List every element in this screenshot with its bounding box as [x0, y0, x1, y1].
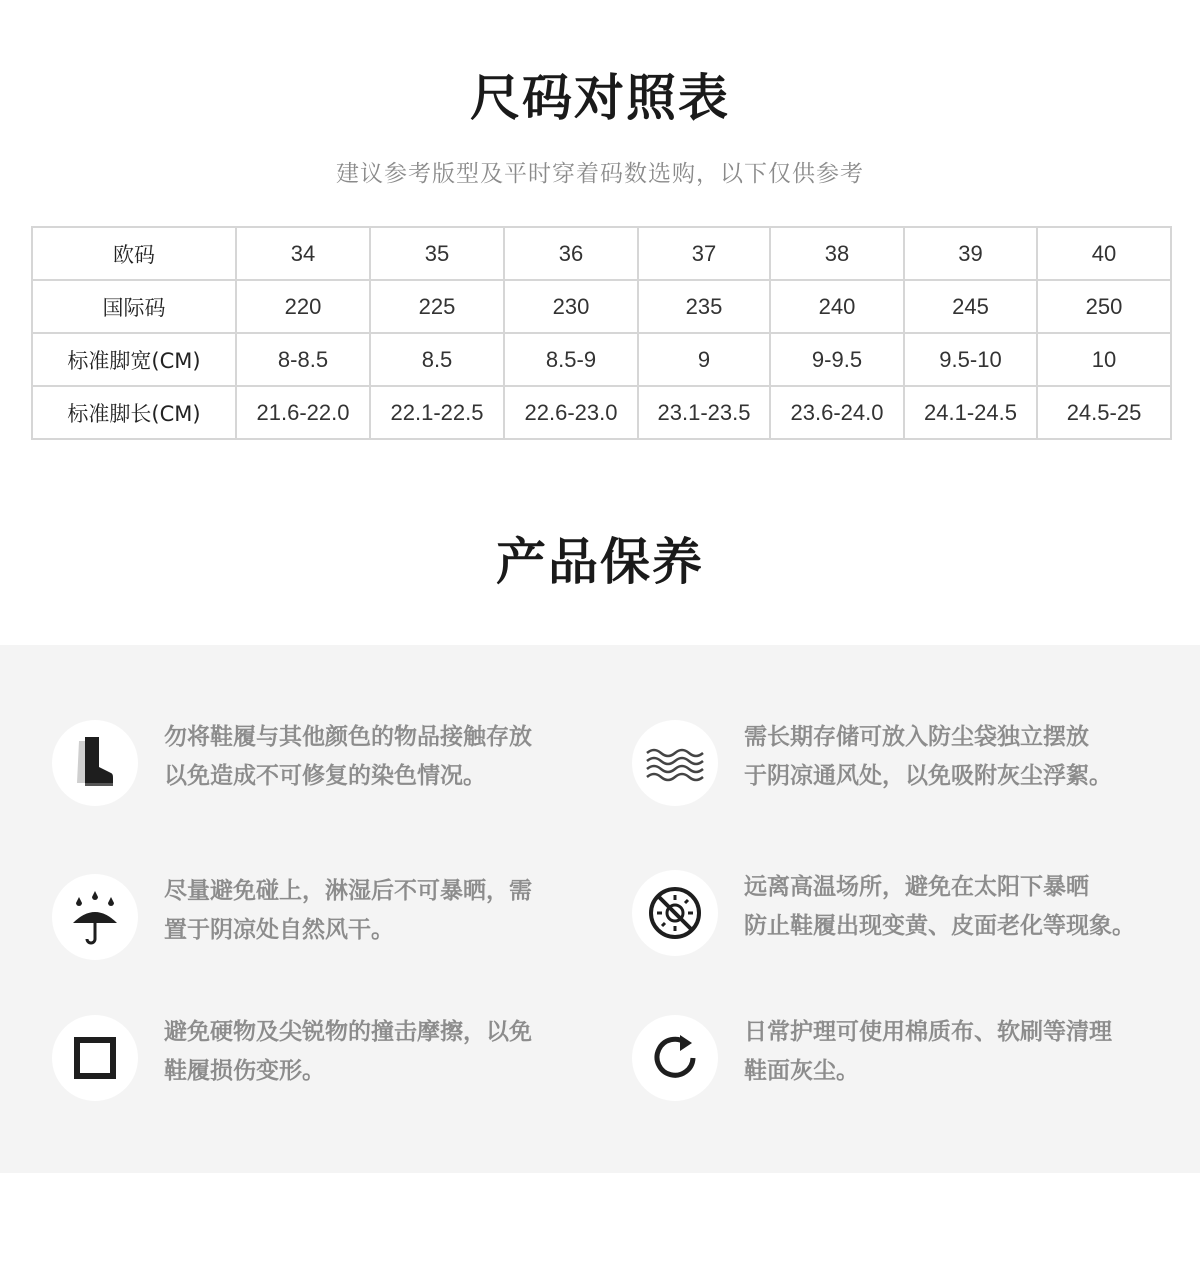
care-item [52, 874, 612, 974]
care-text [164, 872, 624, 950]
table-row-foot-length [32, 386, 1171, 439]
table-cell: 230 [504, 280, 638, 333]
care-text [744, 1013, 1200, 1091]
table-cell: 235 [638, 280, 770, 333]
table-cell: 24.1-24.5 [904, 386, 1037, 439]
care-line: 以免造成不可修复的染色情况。 [164, 763, 486, 789]
care-text [164, 718, 624, 796]
table-cell: 21.6-22.0 [236, 386, 370, 439]
table-cell: 23.1-23.5 [638, 386, 770, 439]
care-line: 鞋履损伤变形。 [164, 1058, 325, 1084]
boots-icon [52, 720, 138, 806]
table-row-foot-width [32, 333, 1171, 386]
table-cell: 245 [904, 280, 1037, 333]
care-line: 远离高温场所，避免在太阳下暴晒 [744, 874, 1089, 900]
table-cell: 220 [236, 280, 370, 333]
table-cell: 225 [370, 280, 504, 333]
care-line: 需长期存储可放入防尘袋独立摆放 [744, 724, 1089, 750]
care-item [52, 720, 612, 820]
care-item [632, 870, 1192, 970]
table-cell: 40 [1037, 227, 1171, 280]
waves-icon [632, 720, 718, 806]
row-label: 标准脚长(CM) [32, 386, 236, 439]
table-cell: 9 [638, 333, 770, 386]
row-label: 标准脚宽(CM) [32, 333, 236, 386]
care-item [632, 720, 1192, 820]
care-text [164, 1013, 624, 1091]
table-cell: 8-8.5 [236, 333, 370, 386]
table-cell: 39 [904, 227, 1037, 280]
care-line: 勿将鞋履与其他颜色的物品接触存放 [164, 724, 532, 750]
table-cell: 8.5-9 [504, 333, 638, 386]
care-text [744, 868, 1200, 946]
table-cell: 9.5-10 [904, 333, 1037, 386]
care-line: 日常护理可使用棉质布、软刷等清理 [744, 1019, 1112, 1045]
table-cell: 23.6-24.0 [770, 386, 904, 439]
row-label: 国际码 [32, 280, 236, 333]
care-item [632, 1015, 1192, 1115]
row-label: 欧码 [32, 227, 236, 280]
care-line: 避免硬物及尖锐物的撞击摩擦，以免 [164, 1019, 532, 1045]
table-cell: 36 [504, 227, 638, 280]
table-cell: 250 [1037, 280, 1171, 333]
refresh-icon [632, 1015, 718, 1101]
care-line: 防止鞋履出现变黄、皮面老化等现象。 [744, 913, 1135, 939]
table-cell: 24.5-25 [1037, 386, 1171, 439]
size-chart-subtitle: 建议参考版型及平时穿着码数选购，以下仅供参考 [336, 161, 864, 187]
table-cell: 38 [770, 227, 904, 280]
care-item [52, 1015, 612, 1115]
care-line: 置于阴凉处自然风干。 [164, 917, 394, 943]
table-cell: 35 [370, 227, 504, 280]
table-cell: 10 [1037, 333, 1171, 386]
table-cell: 240 [770, 280, 904, 333]
table-cell: 22.1-22.5 [370, 386, 504, 439]
care-line: 鞋面灰尘。 [744, 1058, 859, 1084]
care-line: 于阴凉通风处，以免吸附灰尘浮絮。 [744, 763, 1112, 789]
no-sun-icon [632, 870, 718, 956]
table-cell: 34 [236, 227, 370, 280]
table-cell: 37 [638, 227, 770, 280]
size-chart-table [31, 226, 1172, 440]
table-cell: 22.6-23.0 [504, 386, 638, 439]
care-panel [0, 645, 1200, 1173]
table-row-eu [32, 227, 1171, 280]
care-title: 产品保养 [496, 533, 704, 591]
table-row-international [32, 280, 1171, 333]
square-icon [52, 1015, 138, 1101]
umbrella-rain-icon [52, 874, 138, 960]
care-line: 尽量避免碰上，淋湿后不可暴晒，需 [164, 878, 532, 904]
table-cell: 8.5 [370, 333, 504, 386]
care-text [744, 718, 1200, 796]
table-cell: 9-9.5 [770, 333, 904, 386]
size-chart-title: 尺码对照表 [470, 69, 730, 127]
